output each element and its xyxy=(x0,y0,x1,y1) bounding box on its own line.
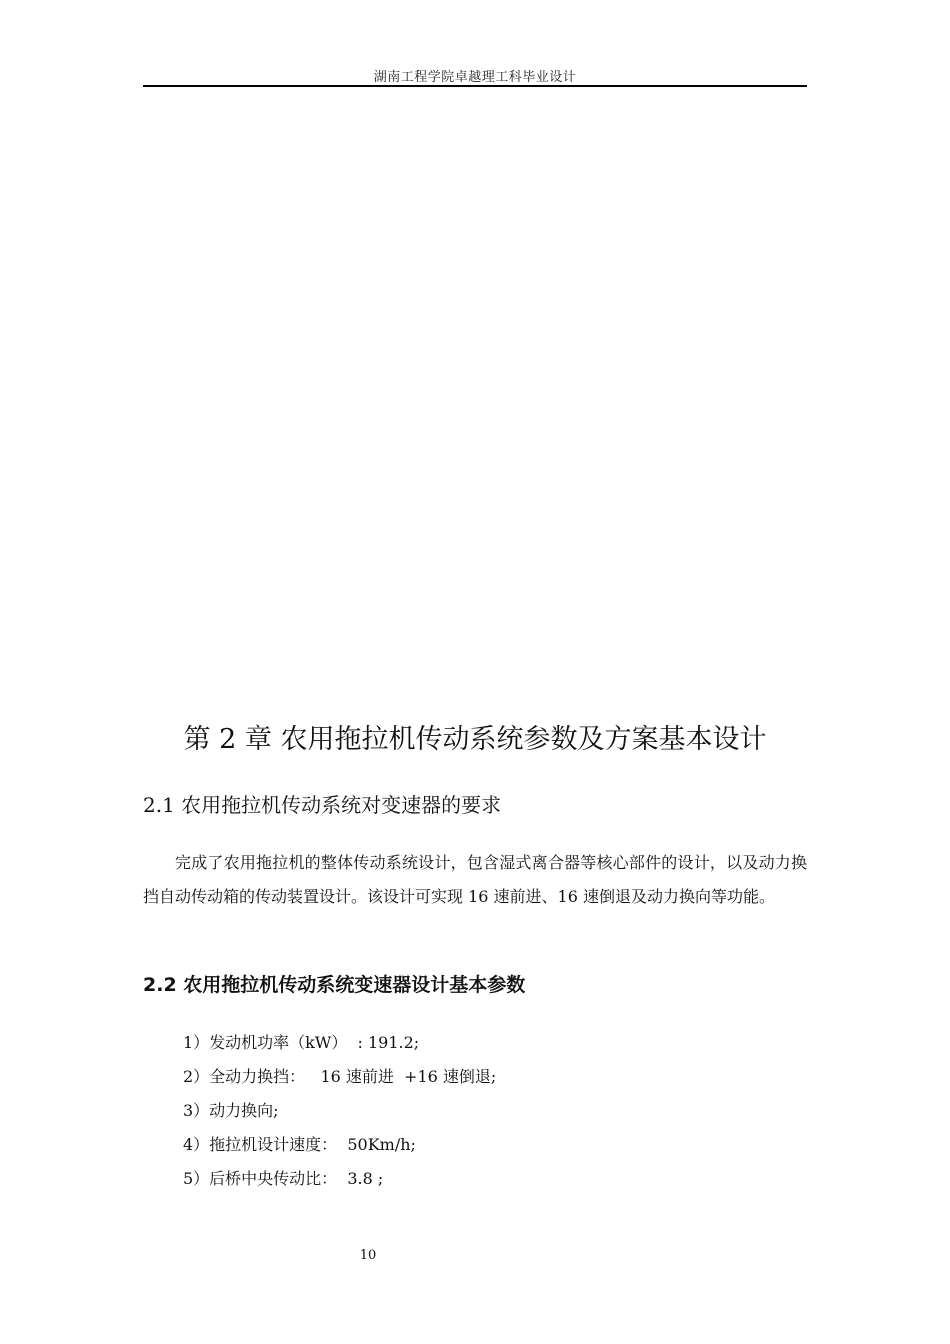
chapter-title: 第 2 章 农用拖拉机传动系统参数及方案基本设计 xyxy=(183,724,767,755)
list-item: 3）动力换向; xyxy=(183,1101,279,1120)
section-heading-2-2: 2.2 农用拖拉机传动系统变速器设计基本参数 xyxy=(143,974,526,996)
list-item: 4）拖拉机设计速度： 50Km/h; xyxy=(183,1135,416,1154)
section-2-1-paragraph: 完成了农用拖拉机的整体传动系统设计，包含湿式离合器等核心部件的设计，以及动力换挡自动传动箱的传动装置设计。该设计可实现 16 速前进、16 速倒退及动力换向等功能。 xyxy=(143,853,807,906)
page-number: 10 xyxy=(359,1248,377,1263)
list-item: 1）发动机功率（kW） : 191.2; xyxy=(183,1033,420,1052)
list-item: 5）后桥中央传动比： 3.8 ; xyxy=(183,1169,384,1188)
header-divider xyxy=(143,85,807,87)
parameter-list xyxy=(183,1026,496,1196)
section-heading-2-1: 2.1 农用拖拉机传动系统对变速器的要求 xyxy=(143,793,502,817)
list-item: 2）全动力换挡： 16 速前进 +16 速倒退; xyxy=(183,1067,497,1086)
running-header: 湖南工程学院卓越理工科毕业设计 xyxy=(373,70,577,85)
